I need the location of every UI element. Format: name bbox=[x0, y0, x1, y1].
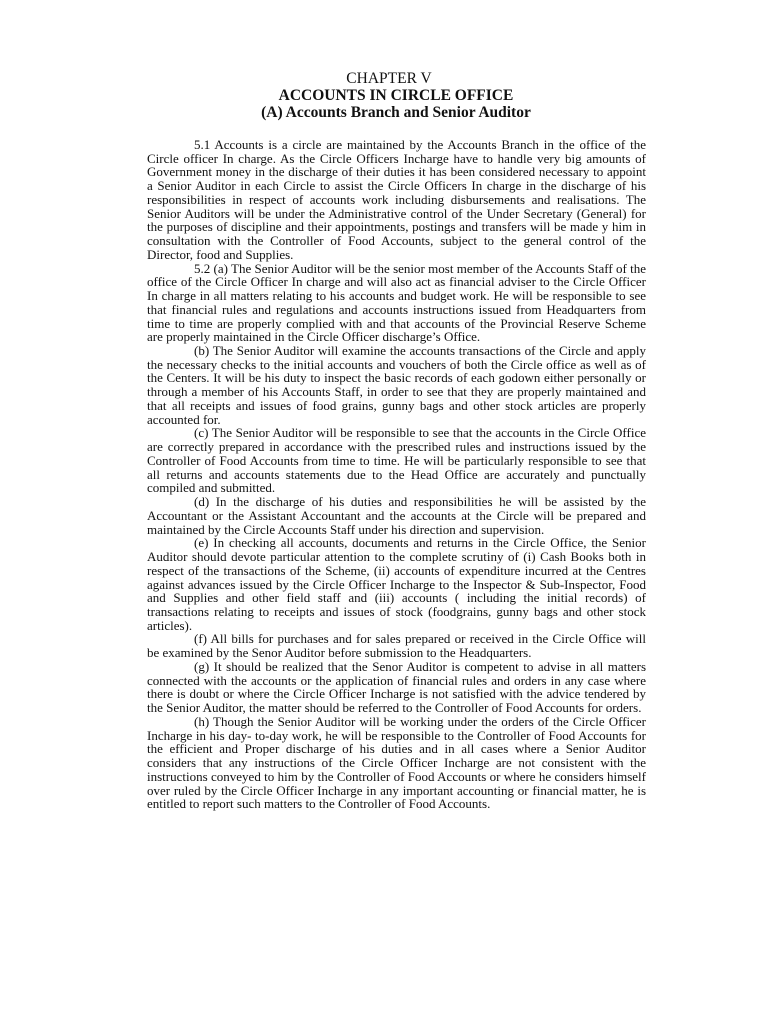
paragraph-5-2-a: 5.2 (a) The Senior Auditor will be the senior most member of the Accounts Staff of the office of the Circle Officer In charge and will also act as financial adviser to the Circle Officer In charge in all matters relating to his accounts and budget work. He will be responsible to see that financial rules and regulations and accounts instructions issued from Headquarters from time to time are properly complied with and that accounts of the Provincial Reserve Scheme are properly maintained in the Circle Officer discharge’s Office. bbox=[147, 260, 646, 345]
chapter-header bbox=[146, 70, 646, 121]
paragraph-5-2-d: (d) In the discharge of his duties and responsibilities he will be assisted by the Accountant or the Assistant Accountant and the accounts at the Circle will be prepared and maintained by the Circle Accounts Staff under his direction and supervision. bbox=[147, 494, 646, 537]
paragraph-5-2-c: (c) The Senior Auditor will be responsible to see that the accounts in the Circle Office are correctly prepared in accordance with the prescribed rules and instructions issued by the Controller of Food Accounts from time to time. He will be particularly responsible to see that all returns and accounts statements due to the Head Office are accurately and punctually compiled and submitted. bbox=[147, 425, 646, 496]
paragraph-5-2-g: (g) It should be realized that the Senor Auditor is competent to advise in all matters connected with the accounts or the application of financial rules and orders in any case where there is doubt or where the Circle Officer Incharge is not satisfied with the advice tendered by the Senior Auditor, the matter should be referred to the Controller of Food Accounts for orders. bbox=[147, 658, 646, 716]
chapter-title: ACCOUNTS IN CIRCLE OFFICE bbox=[278, 87, 514, 104]
paragraph-5-2-e: (e) In checking all accounts, documents and returns in the Circle Office, the Senior Auditor should devote particular attention to the complete scrutiny of (i) Cash Books both in respect of the transactions of the Scheme, (ii) accounts of expenditure incurred at the Centres against advances issued by the Circle Officer Incharge to the Inspector & Sub-Inspector, Food and Supplies and other field staff and (iii) accounts ( including the initial records) of transactions relating to receipts and issues of stock (foodgrains, gunny bags and other stock articles). bbox=[147, 535, 646, 633]
document-body bbox=[147, 138, 646, 811]
chapter-number: CHAPTER V bbox=[346, 70, 432, 87]
paragraph-5-2-b: (b) The Senior Auditor will examine the accounts transactions of the Circle and apply the necessary checks to the initial accounts and vouchers of both the Circle office as well as of the Centers. It will be his duty to inspect the basic records of each godown either personally or through a member of his Accounts Staff, in order to see that they are properly maintained and that all receipts and issues of food grains, gunny bags and other stock articles are properly accounted for. bbox=[147, 343, 646, 427]
section-subtitle: (A) Accounts Branch and Senior Auditor bbox=[261, 104, 531, 121]
paragraph-5-2-h: (h) Though the Senior Auditor will be working under the orders of the Circle Officer Incharge in his day- to-day work, he will be responsible to the Controller of Food Accounts for the efficient and Proper discharge of his duties and in all cases where a Senior Auditor considers that any instructions of the Circle Officer Incharge are not consistent with the instructions conveyed to him by the Controller of Food Accounts or where he considers himself over ruled by the Circle Officer Incharge in any important accounting or financial matter, he is entitled to report such matters to the Controller of Food Accounts. bbox=[147, 713, 646, 812]
paragraph-5-2-f: (f) All bills for purchases and for sales prepared or received in the Circle Office will be examined by the Senor Auditor before submission to the Headquarters. bbox=[147, 631, 646, 661]
paragraph-5-1: 5.1 Accounts is a circle are maintained by the Accounts Branch in the office of the Circle officer In charge. As the Circle Officers Incharge have to handle very big amounts of Government money in the discharge of their duties it has been considered necessary to appoint a Senior Auditor in each Circle to assist the Circle Officers In charge in the discharge of his responsibilities in respect of accounts work including disbursements and realisations. The Senior Auditors will be under the Administrative control of the Under Secretary (General) for the purposes of discipline and their appointments, postings and transfers will be made y him in consultation with the Controller of Food Accounts, subject to the general control of the Director, food and Supplies. bbox=[147, 137, 646, 262]
